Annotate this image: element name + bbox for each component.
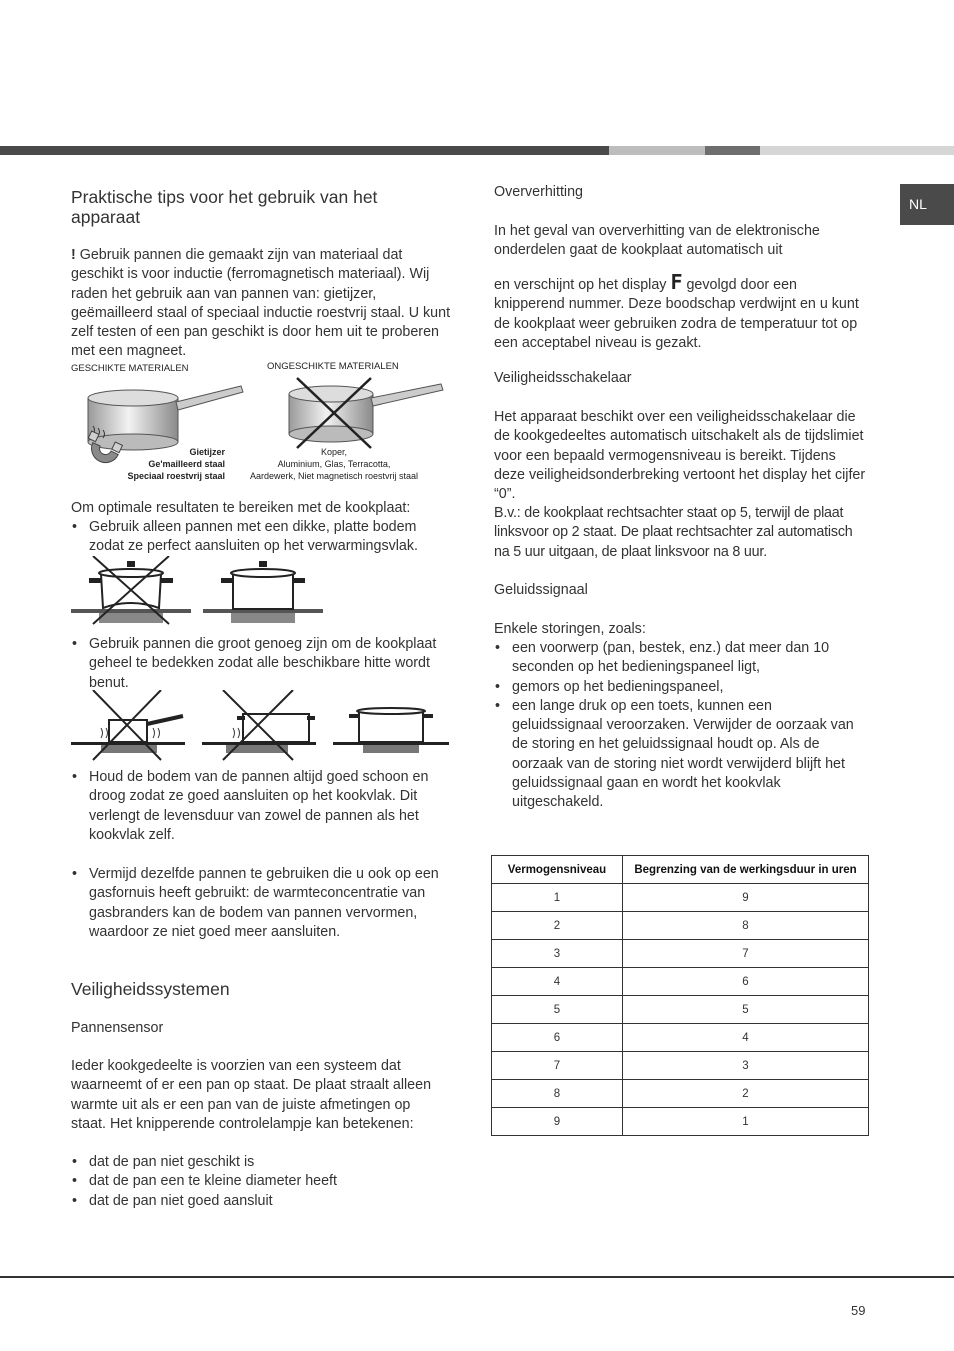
suitable-materials-list [95,446,225,482]
column-header: Begrenzing van de werkingsduur in uren [623,856,869,884]
table-row [492,1080,869,1108]
list-item: • dat de pan een te kleine diameter heeft [71,1172,451,1191]
table-row [492,1108,869,1136]
table-row [492,996,869,1024]
tips-list-3 [71,768,451,845]
pan-sensor-title: Pannensensor [71,1020,164,1036]
table-cell: 4 [492,968,623,996]
switch-text: Het apparaat beschikt over een veiligheidsschakelaar die de kookgedeeltes automatisch uitschakelt als de tijdslimiet voor een bepaald vermogensniveau is bereikt. Tijdens deze veiligheidsonderbreking vertoont het display het cijfer “0”. [494,409,866,503]
suitable-item: Gietijzer [189,447,225,457]
switch-title: Veiligheidsschakelaar [494,370,632,386]
warning-mark: ! [71,247,76,263]
list-item: • Houd de bodem van de pannen altijd goed schoon en droog zodat ze goed aansluiten op het kookvlak. Dit verlengt de levensduur van zowel de pannen als het kookvlak zelf. [71,768,451,845]
list-item: • Gebruik pannen die groot genoeg zijn om de kookplaat geheel te bedekken zodat alle beschikbare hitte wordt benut. [71,635,451,693]
table-row [492,912,869,940]
warped-pan-icon [71,561,191,623]
table-cell: 5 [623,996,869,1024]
table-row [492,1024,869,1052]
header-bar-mid [705,146,760,155]
page-number: 59 [851,1303,866,1318]
suitable-materials-label: GESCHIKTE MATERIALEN [71,363,189,374]
correct-pan-icon [333,708,449,753]
table-cell: 8 [492,1080,623,1108]
section-title-tips: Praktische tips voor het gebruik van het apparaat [71,187,378,227]
switch-example: B.v.: de kookplaat rechtsachter staat op 5, terwijl de plaat linksvoor op 2 staat. De plaat rechtsachter zal automatisch na 5 uur uitgaan, de plaat linksvoor na 8 uur. [494,505,853,560]
sound-intro: Enkele storingen, zoals: [494,621,646,637]
table-cell: 6 [623,968,869,996]
table-cell: 4 [623,1024,869,1052]
sound-title: Geluidssignaal [494,582,588,598]
tips-list-1 [71,518,451,557]
sound-list [494,639,860,813]
tips-list-4 [71,865,451,942]
warning-text: Gebruik pannen die gemaakt zijn van materiaal dat geschikt is voor inductie (ferromagnetisch materiaal). Wij raden het gebruik aan van pannen van: gietijzer, geëmailleerd staal of speciaal inductie roestvrij staal. U kunt zelf testen of een pan geschikt is door hem uit te proberen met een magneet. [71,247,451,360]
list-item: • dat de pan niet geschikt is [71,1153,451,1172]
table-cell: 2 [492,912,623,940]
footer-rule [0,1276,954,1278]
unsuitable-item: Aardewerk, Niet magnetisch roestvrij staal [249,471,419,481]
language-tab[interactable]: NL [900,184,954,225]
unsuitable-item: Aluminium, Glas, Terracotta, [277,459,391,469]
list-item: • een voorwerp (pan, bestek, enz.) dat meer dan 10 seconden op het bedieningspaneel ligt, [494,639,860,678]
table-cell: 1 [492,884,623,912]
list-item: • dat de pan niet goed aansluit [71,1192,451,1211]
table-cell: 5 [492,996,623,1024]
list-item: • een lange druk op een toets, kunnen een geluidssignaal veroorzaken. Verwijder de oorzaak van de storing en het geluidssignaal houdt op. Als de oorzaak van de storing niet wordt verwijderd blijft het geluidssignaal gaan en wordt het kookvlak uitgeschakeld. [494,697,860,813]
table-cell: 1 [623,1108,869,1136]
table-cell: 3 [623,1052,869,1080]
column-header: Vermogensniveau [492,856,623,884]
medium-pan-icon [202,714,316,753]
table-row [492,968,869,996]
pan-size-illustration [71,690,451,762]
small-pan-icon [71,716,185,753]
heat-waves-icon [233,728,240,738]
table-row [492,1052,869,1080]
table-row [492,940,869,968]
unsuitable-materials-list [232,446,436,482]
optimal-intro: Om optimale resultaten te bereiken met de kookplaat: [71,500,411,516]
list-item: • gemors op het bedieningspaneel, [494,678,860,697]
table-cell: 7 [623,940,869,968]
unsuitable-item: Koper, [320,447,348,457]
table-cell: 8 [623,912,869,940]
table-cell: 9 [623,884,869,912]
table-cell: 6 [492,1024,623,1052]
overheat-text-2 [494,270,866,353]
flat-bottom-illustration [71,556,331,628]
header-bar-light [609,146,705,155]
header-bar-pale [760,146,954,155]
display-f-symbol: F [670,270,683,294]
suitable-item: Ge'mailleerd staal [148,459,225,469]
table-row [492,884,869,912]
suitable-item: Speciaal roestvrij staal [127,471,225,481]
table-cell: 2 [623,1080,869,1108]
section-title-safety: Veiligheidssystemen [71,979,230,999]
overheat-title: Oververhitting [494,184,583,200]
overheat-text-2b: gevolgd door een knipperend nummer. Deze boodschap verdwijnt en u kunt de kookplaat weer gebruiken zodra de temperatuur tot op een acceptabel niveau is gezakt. [494,277,859,351]
list-item: • Gebruik alleen pannen met een dikke, platte bodem zodat ze perfect aansluiten op het verwarmingsvlak. [71,518,451,557]
list-item: • Vermijd dezelfde pannen te gebruiken die u ook op een gasfornuis heeft gebruikt: de warmteconcentratie van gasbranders kan de bodem van pannen vervormen, waardoor ze niet goed meer aansluiten. [71,865,451,942]
table-cell: 7 [492,1052,623,1080]
table-cell: 3 [492,940,623,968]
header-bar-dark [0,146,609,155]
tips-list-2 [71,635,451,693]
unsuitable-materials-label: ONGESCHIKTE MATERIALEN [267,361,399,372]
flat-pan-icon [203,561,323,623]
overheat-text-1: In het geval van oververhitting van de elektronische onderdelen gaat de kookplaat automatisch uit [494,223,820,259]
pan-sensor-text: Ieder kookgedeelte is voorzien van een systeem dat waarneemt of er een pan op staat. De plaat straalt alleen warmte uit als er een pan van de juiste afmetingen op staat. Het knipperende controlelampje kan betekenen: [71,1058,432,1132]
overheat-text-2a: en verschijnt op het display [494,277,667,293]
warning-paragraph [71,246,451,362]
suitable-pan-icon [88,386,243,450]
table-header-row [492,856,869,884]
power-duration-table [491,855,869,1136]
table-cell: 9 [492,1108,623,1136]
sensor-list [71,1153,451,1211]
